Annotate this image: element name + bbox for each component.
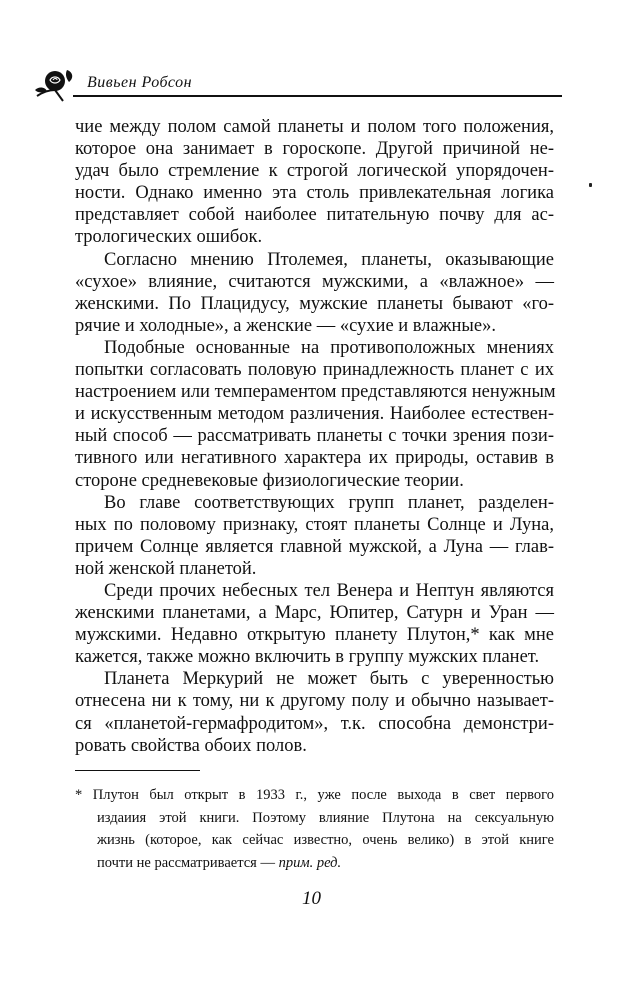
text-line: попытки согласовать половую принадлежность планет с их <box>75 360 554 381</box>
editor-note: прим. ред. <box>278 854 342 871</box>
text-line: и искусственным методом различения. Наиболее естествен- <box>75 404 554 425</box>
text-line: которое она занимает в гороскопе. Другой причиной не- <box>75 139 554 160</box>
text-line: кажется, также можно включить в группу мужских планет. <box>75 647 540 668</box>
paragraph <box>75 668 554 756</box>
text-line: тивного или негативного характера их природы, оставив в <box>75 448 554 469</box>
text-line: женскими. По Плацидусу, мужские планеты бывают «го- <box>75 293 554 314</box>
text-line: чие между полом самой планеты и полом того положения, <box>75 117 554 137</box>
rose-icon <box>33 68 77 102</box>
paragraph <box>75 492 554 580</box>
text-line: ности. Однако именно эта столь привлекательная логика <box>75 183 554 204</box>
text-line: ный способ — рассматривать планеты с точки зрения пози- <box>75 426 554 447</box>
footnote-line <box>75 807 554 830</box>
text-line: мужскими. Недавно открытую планету Плутон,* как мне <box>75 625 554 646</box>
footnote-text: почти не рассматривается — <box>97 854 275 871</box>
text-line: Среди прочих небесных тел Венера и Нептун являются <box>104 580 554 601</box>
text-line: трологических ошибок. <box>75 227 263 248</box>
running-header <box>33 66 563 102</box>
author-name: Вивьен Робсон <box>87 74 192 91</box>
text-line: настроением или темпераментом представляются ненужным <box>75 382 556 403</box>
scan-speck <box>589 183 592 187</box>
footnote <box>75 784 554 874</box>
text-line: Согласно мнению Птолемея, планеты, оказывающие <box>104 249 554 270</box>
paragraph <box>75 337 554 492</box>
footnote-text: издаиия этой книги. Поэтому влияние Плутона на сексуальную <box>97 809 554 826</box>
text-line: представляет собой наиболее питательную почву для ас- <box>75 205 554 226</box>
text-line: Подобные основанные на противоположных мнениях <box>104 337 554 358</box>
text-line: женскими планетами, а Марс, Юпитер, Сатурн и Уран — <box>75 603 554 624</box>
footnote-text: жизнь (которое, как сейчас известно, очень велико) в этой книге <box>97 832 554 849</box>
text-line: ных по половому признаку, стоят планеты Солнце и Луна, <box>75 514 554 535</box>
paragraph <box>75 249 554 337</box>
footnote-separator <box>75 770 200 771</box>
text-line: Во главе соответствующих групп планет, разделен- <box>104 492 554 513</box>
text-line: «сухое» влияние, считаются мужскими, а «влажное» — <box>75 271 554 292</box>
text-line: ной женской планетой. <box>75 558 257 579</box>
text-line: ровать свойства обоих полов. <box>75 735 307 756</box>
text-line: удач было стремление к строгой логической упорядочен- <box>75 161 554 182</box>
paragraph <box>75 580 554 668</box>
body-text <box>75 116 554 757</box>
text-line: стороне средневековые физиологические теории. <box>75 470 464 491</box>
page-number: 10 <box>302 888 321 909</box>
text-line: отнесена ни к тому, ни к другому полу и обычно называет- <box>75 691 554 712</box>
footnote-line <box>75 829 554 852</box>
footnote-line <box>75 784 554 807</box>
paragraph <box>75 116 554 249</box>
text-line: Планета Меркурий не может быть с уверенностью <box>104 669 554 690</box>
text-line: причем Солнце является главной мужской, а Луна — глав- <box>75 536 554 557</box>
text-line: рячие и холодные», а женские — «сухие и влажные». <box>75 315 496 336</box>
header-rule <box>73 95 562 97</box>
footnote-line <box>75 852 554 875</box>
footnote-text: * Плутон был открыт в 1933 г., уже после выхода в свет первого <box>75 787 554 803</box>
text-line: ся «планетой-гермафродитом», т.к. способна демонстри- <box>75 713 554 734</box>
